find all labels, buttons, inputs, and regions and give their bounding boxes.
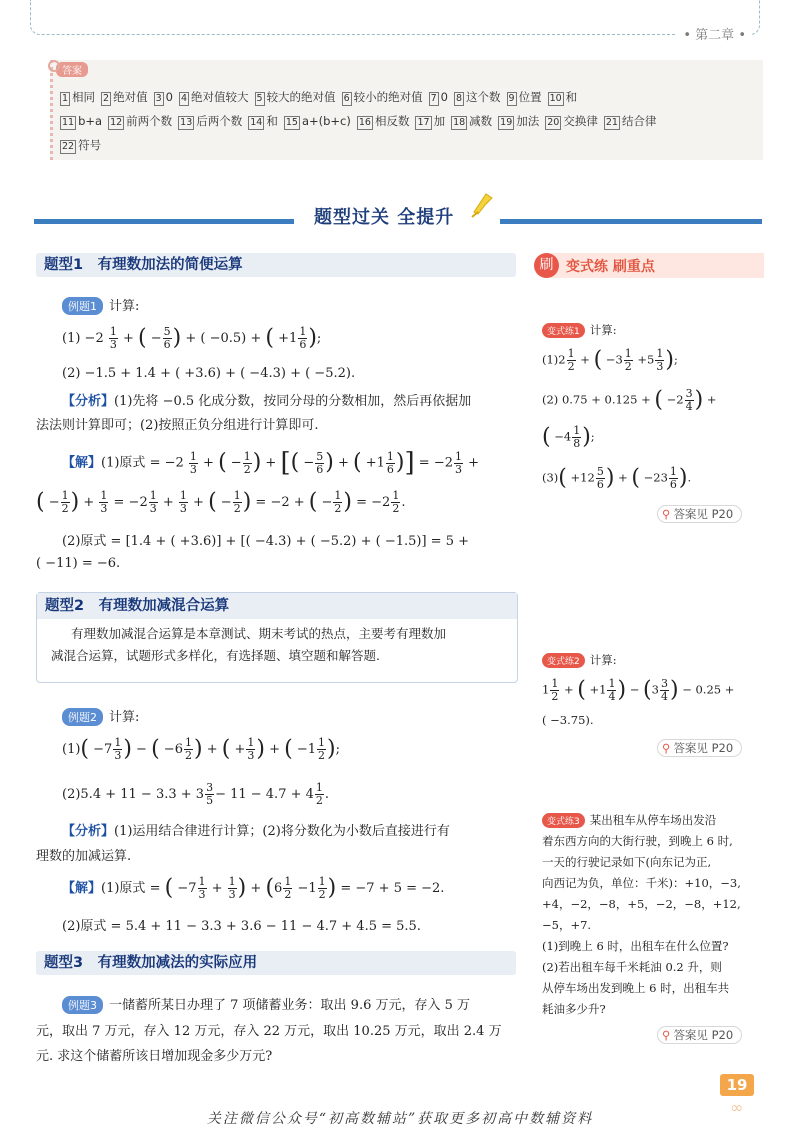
answer-text: 结合律: [621, 114, 657, 128]
answer-number: 14: [250, 117, 263, 128]
section-title-2: 题型2 有理数加减混合运算: [37, 593, 517, 619]
example-1-solution-1: 【解】(1)原式 = −2 $\frac{1}{3}$ + ( − $\frac{1}{2}$ ) + [( − $\frac{5}{6}$ ) + ( +1 $\frac{1}{6}$ )] = −2 $\frac{1}{3}$ +: [62, 448, 480, 478]
example-1-prompt: 例题1 计算:: [62, 295, 139, 315]
example-1-solution-2: (2)原式 = [1.4 + ( +3.6)] + [( −4.3) + ( −5.2) + ( −1.5)] = 5 +: [62, 534, 469, 549]
answer-row: [60, 89, 583, 106]
answer-number: 13: [180, 117, 193, 128]
practice-1-part-3: (3)( +12 $\frac{5}{6}$ ) + ( −23 $\frac{1}{6}$ ).: [542, 465, 692, 491]
practice-1-part-2: (2) 0.75 + 0.125 + ( −2 $\frac{3}{4}$ ) +: [542, 387, 717, 413]
pin-icon: ⚲: [662, 1028, 671, 1042]
answer-text: 减数: [469, 114, 493, 128]
banner-title: 题型过关 全提升: [300, 203, 468, 229]
practice-3-line-10: 耗油多少升?: [542, 1002, 606, 1016]
example-2-label: 例题2: [62, 708, 103, 726]
answer-item: [284, 114, 351, 130]
answer-number: 6: [343, 93, 350, 104]
answer-item: [248, 113, 278, 130]
answer-number: 15: [285, 117, 298, 128]
example-2-analysis-cont: 理数的加减运算.: [36, 849, 132, 864]
answer-item: [154, 90, 173, 106]
answer-text: 相同: [72, 90, 96, 104]
answer-item: [357, 113, 410, 130]
answer-label: 答案: [56, 62, 88, 77]
answer-box: [50, 60, 763, 160]
practice-3-line-9: 从停车场出发到晚上 6 时，出租车共: [542, 981, 730, 995]
practice-2-expr-cont: ( −3.75).: [542, 713, 594, 727]
answer-text: 0: [440, 90, 448, 104]
answer-text: b+a: [78, 114, 103, 128]
example-3-line-1: 例题3 一储蓄所某日办理了 7 项储蓄业务：取出 9.6 万元，存入 5 万: [62, 994, 470, 1014]
example-2-part-1: (1)( −7 $\frac{1}{3}$ ) − ( −6 $\frac{1}{2}$ ) + ( + $\frac{1}{3}$ ) + ( −1 $\frac{1}{2}$ );: [62, 736, 340, 762]
practice-1-prompt: 变式练1 计算:: [542, 322, 617, 338]
answer-text: 交换律: [563, 114, 598, 128]
pin-icon: ⚲: [662, 741, 671, 755]
answer-text: 和: [565, 90, 578, 104]
example-1-solution-2-cont: ( −11) = −6.: [36, 556, 121, 571]
example-3-line-2: 元，取出 7 万元，存入 12 万元，存入 22 万元，取出 10.25 万元，取出 2.4 万: [36, 1024, 502, 1039]
answer-number: 18: [453, 117, 466, 128]
practice-header-title: 变式练 刷重点: [566, 259, 655, 275]
chapter-label: • 第二章 •: [677, 24, 752, 43]
answer-text: 较大的绝对值: [266, 90, 336, 104]
answer-number: 9: [508, 93, 515, 104]
page-number: 19: [720, 1074, 754, 1096]
answer-text: 相反数: [374, 114, 410, 128]
answer-number: 3: [155, 93, 162, 104]
infinity-icon: ∞: [730, 1098, 744, 1117]
practice-3-line-8: (2)若出租车每千米耗油 0.2 升，则: [542, 960, 722, 974]
example-1-solution-1-cont: ( − $\frac{1}{2}$ ) + $\frac{1}{3}$ = −2 $\frac{1}{3}$ + $\frac{1}{3}$ + ( − $\frac{1}{2}$ ) = −2 + ( − $\frac{1}{2}$ ) = −2 $\frac{1}{2}$ .: [36, 489, 406, 515]
answer-number: 21: [605, 117, 618, 128]
answer-item: [507, 89, 542, 106]
answer-text: 这个数: [466, 90, 501, 104]
example-2-solution-2: (2)原式 = 5.4 + 11 − 3.3 + 3.6 − 11 − 4.7 + 4.5 = 5.5.: [62, 919, 421, 934]
practice-1-part-1: (1)2 $\frac{1}{2}$ + ( −3 $\frac{1}{2}$ +5 $\frac{1}{3}$ );: [542, 347, 678, 373]
answer-item: [415, 113, 445, 130]
answer-text: 前两个数: [126, 114, 173, 128]
answer-text: 0: [165, 90, 173, 104]
footer-note: 关注微信公众号“初高数辅站”获取更多初高中数辅资料: [206, 1111, 594, 1127]
example-1-analysis-cont: 法法则计算即可；(2)按照正负分组进行计算即可.: [36, 418, 319, 433]
pin-icon: ⚲: [662, 507, 671, 521]
answer-item: [604, 113, 657, 130]
see-answer-1[interactable]: ⚲ 答案见 P20: [657, 503, 742, 522]
answer-text: 符号: [78, 138, 102, 152]
banner-line-left: [34, 219, 294, 224]
answer-item: [179, 89, 249, 106]
example-3-line-3: 元. 求这个储蓄所该日增加现金多少万元?: [36, 1049, 273, 1064]
practice-3-line-4: 向西记为负，单位：千米)：+10，−3,: [542, 876, 741, 890]
answer-row: [60, 137, 107, 154]
answer-item: [429, 90, 448, 106]
answer-item: [101, 89, 148, 106]
answer-item: [178, 113, 242, 130]
see-answer-3[interactable]: ⚲ 答案见 P20: [657, 1024, 742, 1043]
section-2-intro-cont: 减混合运算，试题形式多样化，有选择题、填空题和解答题.: [51, 648, 380, 663]
answer-number: 16: [358, 117, 371, 128]
top-frame: [30, 0, 760, 35]
answer-row: [60, 113, 662, 130]
practice-1-tag: 变式练1: [542, 323, 585, 338]
section-2-intro: 有理数加减混合运算是本章测试、期末考试的热点，主要考有理数加: [71, 626, 447, 641]
section-title-3: 题型3 有理数加减法的实际应用: [36, 951, 516, 975]
answer-item: [255, 89, 336, 106]
brush-icon: 刷: [534, 253, 559, 278]
example-2-solution-1: 【解】(1)原式 = ( −7 $\frac{1}{3}$ + $\frac{1}{3}$ ) + (6 $\frac{1}{2}$ −1 $\frac{1}{2}$ ) = −7 + 5 = −2.: [62, 875, 445, 901]
practice-3-line-1: 变式练3 某出租车从停车场出发沿: [542, 812, 716, 828]
practice-2-expr: 1 $\frac{1}{2}$ + ( +1 $\frac{1}{4}$ ) − (3 $\frac{3}{4}$ ) − 0.25 +: [542, 677, 735, 703]
answer-item: [60, 137, 101, 154]
answer-item: [60, 114, 102, 130]
answer-item: [451, 113, 492, 130]
answer-item: [342, 89, 423, 106]
practice-3-line-6: −5，+7.: [542, 918, 592, 932]
answer-item: [454, 89, 501, 106]
example-3-label: 例题3: [62, 996, 103, 1014]
example-2-analysis: 【分析】(1)运用结合律进行计算；(2)将分数化为小数后直接进行有: [62, 824, 450, 839]
practice-3-line-7: (1)到晚上 6 时，出租车在什么位置?: [542, 939, 729, 953]
answer-item: [108, 113, 172, 130]
answer-number: 1: [62, 93, 69, 104]
practice-3-line-5: +4，−2，−8，+5，−2，−8，+12,: [542, 897, 741, 911]
answer-text: 绝对值: [113, 90, 148, 104]
answer-number: 12: [110, 117, 123, 128]
practice-2-tag: 变式练2: [542, 653, 585, 668]
example-1-part-1: (1) −2 $\frac{1}{3}$ + ( − $\frac{5}{6}$ ) + ( −0.5) + ( +1 $\frac{1}{6}$ );: [62, 325, 322, 351]
practice-header: [534, 253, 764, 278]
practice-3-line-3: 一天的行驶记录如下(向东记为正,: [542, 855, 712, 869]
answer-number: 7: [430, 93, 437, 104]
answer-text: 后两个数: [196, 114, 243, 128]
answer-number: 4: [180, 93, 188, 104]
answer-text: 加: [433, 114, 446, 128]
answer-number: 11: [62, 117, 75, 128]
answer-number: 19: [500, 117, 513, 128]
answer-number: 8: [455, 93, 463, 104]
answer-item: [60, 89, 95, 106]
answer-item: [545, 113, 598, 130]
answer-number: 22: [62, 141, 75, 152]
banner-line-right: [500, 219, 762, 224]
example-1-part-2: (2) −1.5 + 1.4 + ( +3.6) + ( −4.3) + ( −5.2).: [62, 366, 356, 381]
example-1-analysis: 【分析】(1)先将 −0.5 化成分数，按同分母的分数相加，然后再依据加: [62, 394, 472, 409]
section-2-box: [36, 592, 518, 683]
answer-item: [548, 89, 578, 106]
answer-number: 20: [547, 117, 560, 128]
see-answer-2[interactable]: ⚲ 答案见 P20: [657, 737, 742, 756]
answer-text: 较小的绝对值: [353, 90, 423, 104]
answer-text: 加法: [516, 114, 540, 128]
answer-item: [498, 113, 539, 130]
example-1-label: 例题1: [62, 297, 103, 315]
example-2-prompt: 例题2 计算:: [62, 706, 139, 726]
section-title-1: 题型1 有理数加法的简便运算: [36, 253, 516, 277]
example-2-part-2: (2)5.4 + 11 − 3.3 + 3 $\frac{3}{5}$ − 11 − 4.7 + 4 $\frac{1}{2}$ .: [62, 781, 330, 807]
answer-number: 5: [256, 93, 263, 104]
practice-3-line-2: 着东西方向的大街行驶，到晚上 6 时,: [542, 834, 733, 848]
practice-2-prompt: 变式练2 计算:: [542, 652, 617, 668]
thumbtack-icon: [470, 190, 496, 218]
answer-number: 2: [103, 93, 110, 104]
answer-text: 绝对值较大: [191, 90, 249, 104]
answer-text: a+(b+c): [301, 114, 351, 128]
answer-text: 和: [266, 114, 278, 128]
answer-text: 位置: [518, 90, 542, 104]
answer-number: 17: [417, 117, 430, 128]
practice-3-tag: 变式练3: [542, 813, 585, 828]
answer-number: 10: [549, 93, 562, 104]
practice-1-part-2-cont: ( −4 $\frac{1}{8}$ );: [542, 424, 595, 450]
